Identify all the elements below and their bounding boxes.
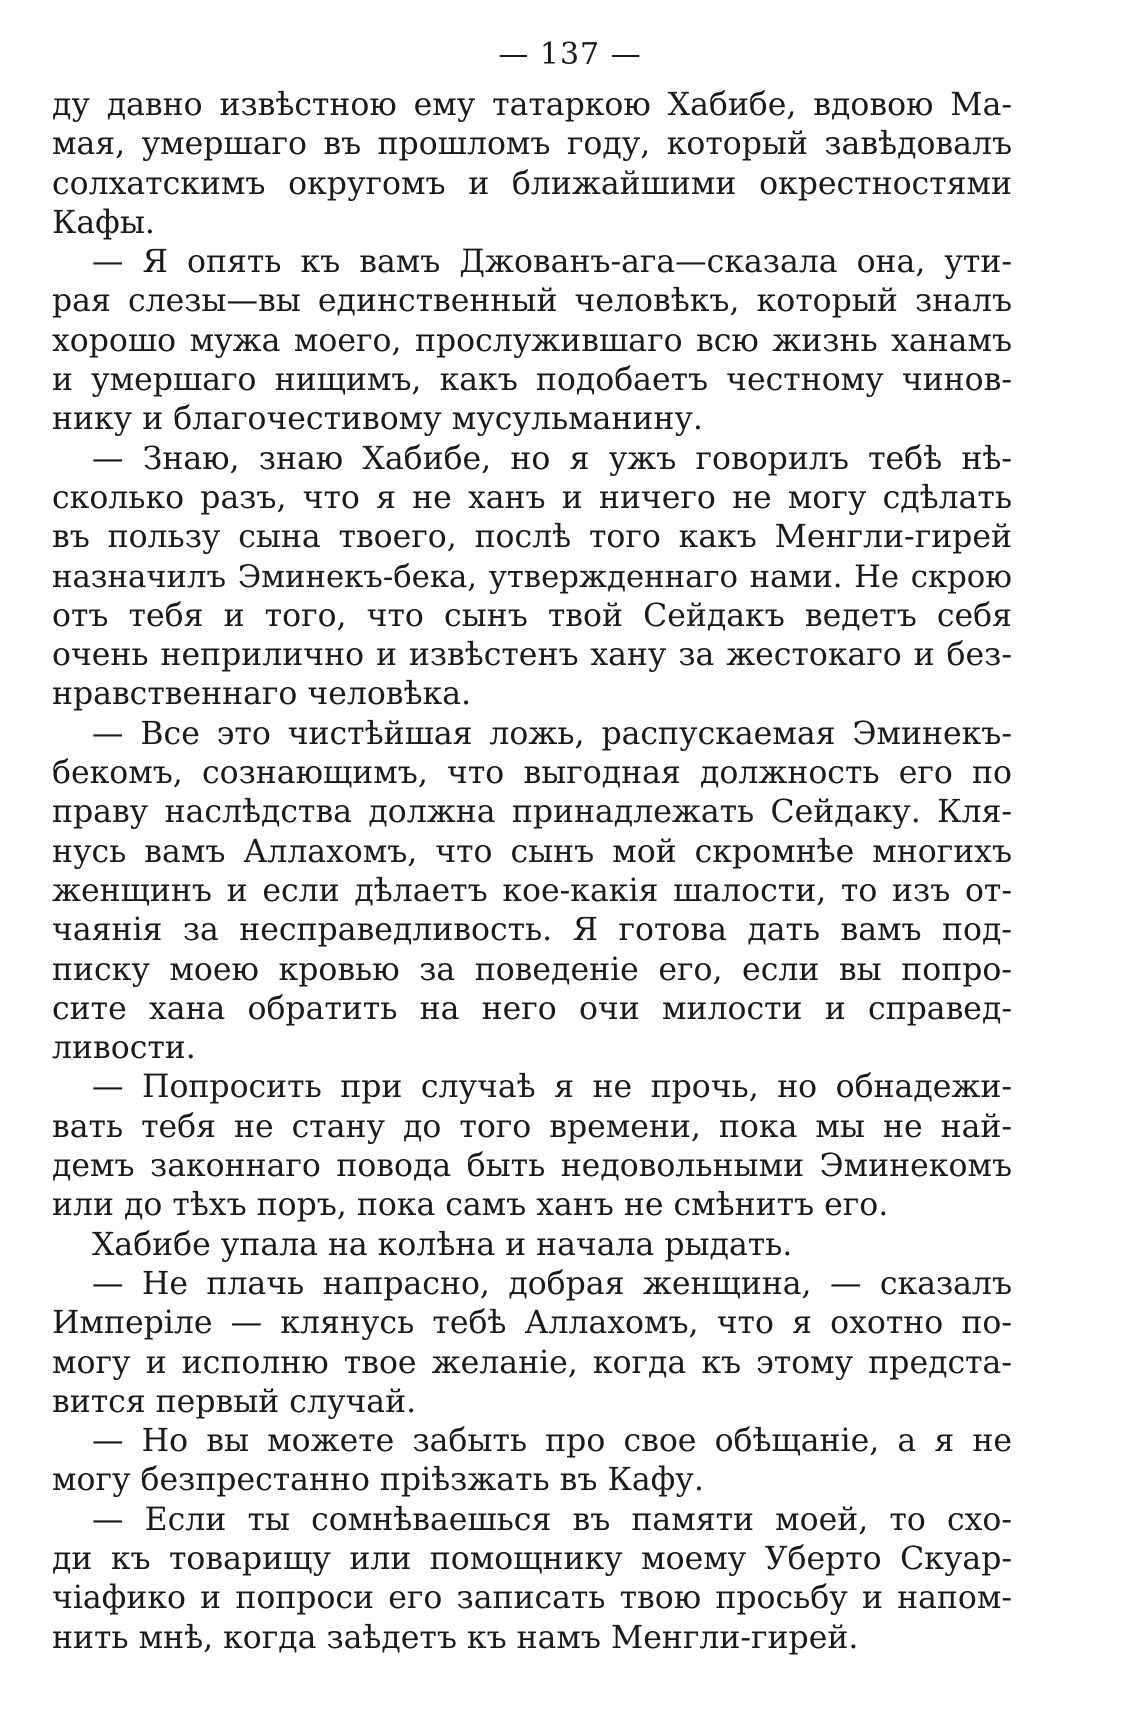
text-line: нусь вамъ Аллахомъ, что сынъ мой скромнѣе многихъ — [52, 833, 1012, 870]
text-line: рая слезы—вы единственный человѣкъ, который зналъ — [52, 283, 1012, 320]
text-line: ди къ товарищу или помощнику моему Уберто Скуар- — [52, 1540, 1012, 1577]
text-line: Хабибе упала на колѣна и начала рыдать. — [92, 1226, 793, 1263]
text-line: Имперіле — клянусь тебѣ Аллахомъ, что я охотно по- — [52, 1305, 1012, 1342]
body-text — [52, 86, 1012, 1658]
text-line: вится первый случай. — [52, 1383, 417, 1420]
text-line: нику и благочестивому мусульманину. — [52, 401, 703, 438]
text-line: — Если ты сомнѣваешься въ памяти моей, то схо- — [92, 1501, 1012, 1538]
text-line: чаянія за несправедливость. Я готова дать вамъ под- — [52, 912, 1012, 949]
text-line: ду давно извѣстною ему татаркою Хабибе, вдовою Ма- — [52, 87, 1012, 123]
text-line: могу безпрестанно пріѣзжать въ Кафу. — [52, 1462, 704, 1499]
text-line: или до тѣхъ поръ, пока самъ ханъ не смѣнитъ его. — [52, 1187, 889, 1224]
text-line: очень неприлично и извѣстенъ хану за жестокаго и без- — [52, 637, 1012, 674]
text-line: бекомъ, сознающимъ, что выгодная должность его по — [52, 755, 1012, 792]
text-line: отъ тебя и того, что сынъ твой Сейдакъ ведетъ себя — [52, 597, 1012, 634]
text-line: чіафико и попроси его записать твою просьбу и напом- — [52, 1580, 1012, 1617]
text-line: назначилъ Эминекъ-бека, утвержденнаго нами. Не скрою — [52, 559, 1012, 595]
text-line: демъ законнаго повода быть недовольными Эминекомъ — [52, 1148, 1012, 1185]
text-line: женщинъ и если дѣлаетъ кое-какія шалости, то изъ от- — [52, 872, 1012, 909]
text-line: ливости. — [52, 1030, 196, 1067]
page-number: — 137 — — [498, 37, 642, 72]
text-line: писку моею кровью за поведеніе его, если вы попро- — [52, 951, 1012, 988]
text-line: — Но вы можете забыть про свое обѣщаніе, а я не — [92, 1423, 1012, 1460]
text-line: нить мнѣ, когда заѣдетъ къ намъ Менгли-гирей. — [52, 1619, 859, 1656]
text-line: — Знаю, знаю Хабибе, но я ужъ говорилъ тебѣ нѣ- — [92, 440, 1012, 477]
text-line: нравственнаго человѣка. — [52, 676, 472, 713]
text-line: вать тебя не стану до того времени, пока мы не най- — [52, 1108, 1012, 1145]
text-line: праву наслѣдства должна принадлежать Сейдаку. Кля- — [52, 794, 1012, 831]
text-line: Кафы. — [52, 204, 155, 241]
text-line: — Все это чистѣйшая ложь, распускаемая Эминекъ- — [92, 715, 1012, 752]
text-line: солхатскимъ округомъ и ближайшими окрестностями — [52, 165, 1012, 202]
text-line: хорошо мужа моего, прослужившаго всю жизнь ханамъ — [52, 322, 1012, 359]
text-line: мая, умершаго въ прошломъ году, который завѣдовалъ — [52, 126, 1012, 163]
text-line: въ пользу сына твоего, послѣ того какъ Менгли-гирей — [52, 519, 1012, 556]
text-line: сите хана обратить на него очи милости и справед- — [52, 990, 1012, 1027]
text-line: сколько разъ, что я не ханъ и ничего не могу сдѣлать — [52, 479, 1012, 516]
text-line: могу и исполню твое желаніе, когда къ этому предста- — [52, 1344, 1012, 1381]
text-line: и умершаго нищимъ, какъ подобаетъ честному чинов- — [52, 362, 1012, 399]
text-line: — Не плачь напрасно, добрая женщина, — сказалъ — [92, 1265, 1012, 1302]
text-line: — Я опять къ вамъ Джованъ-ага—сказала она, ути- — [92, 244, 1012, 281]
text-line: — Попросить при случаѣ я не прочь, но обнадежи- — [92, 1069, 1012, 1106]
